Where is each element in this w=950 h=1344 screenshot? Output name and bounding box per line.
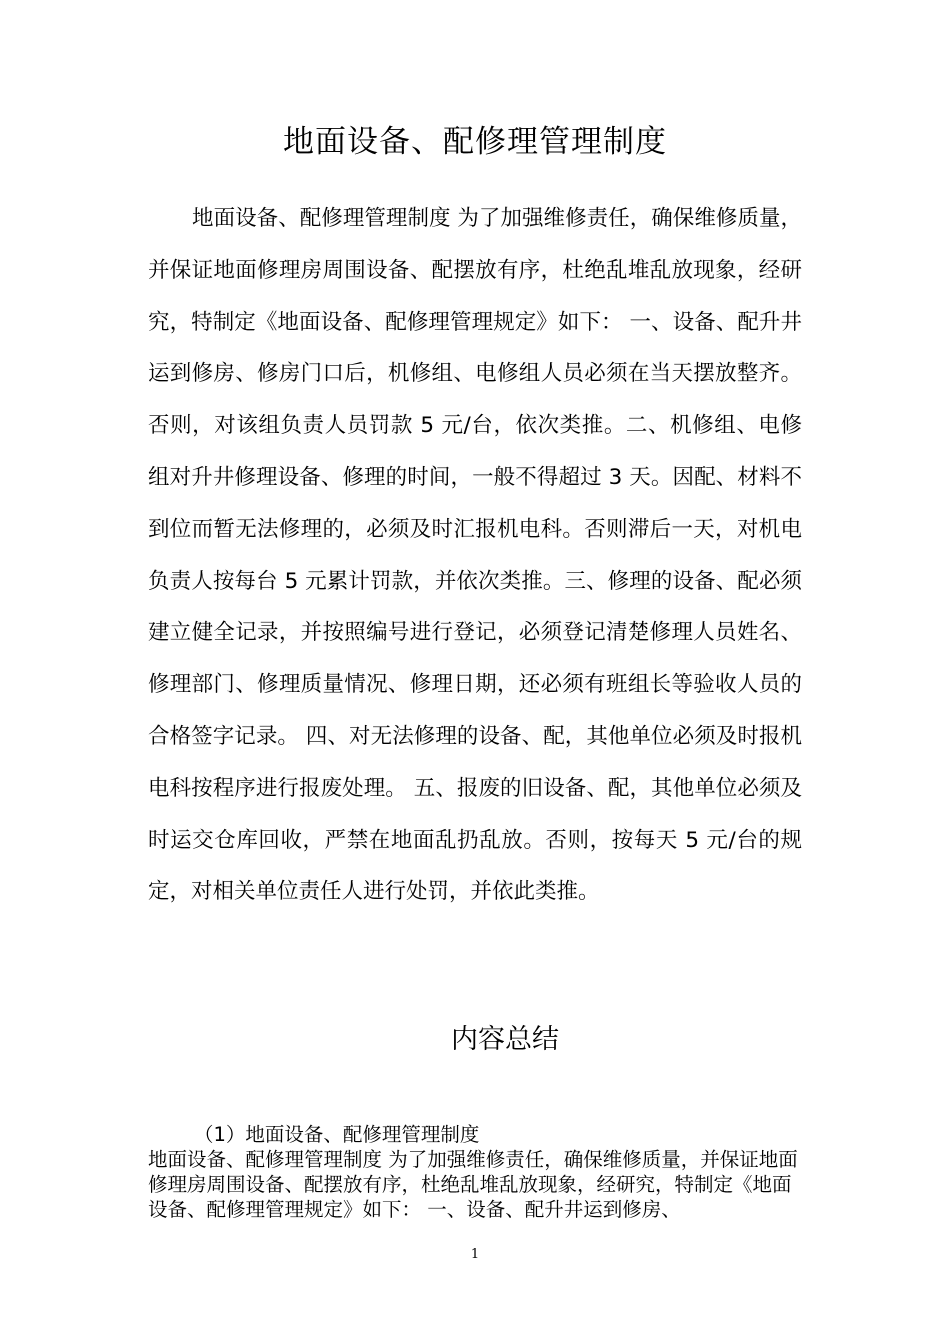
summary-heading: 内容总结 [451, 1024, 559, 1055]
document-title: 地面设备、配修理管理制度 [283, 124, 667, 160]
summary-text: 地面设备、配修理管理制度 为了加强维修责任，确保维修质量，并保证地面修理房周围设备、配摆放有序，杜绝乱堆乱放现象，经研究，特制定《地面设备、配修理管理规定》如下： 一、设备、配升井运到修房、 [148, 1148, 798, 1221]
summary-subtitle: （1）地面设备、配修理管理制度 [194, 1123, 480, 1146]
summary-block [148, 1122, 802, 1222]
page-number: 1 [470, 1247, 480, 1262]
body-paragraph [148, 193, 802, 918]
body-text: 地面设备、配修理管理制度 为了加强维修责任，确保维修质量，并保证地面修理房周围设备、配摆放有序，杜绝乱堆乱放现象，经研究，特制定《地面设备、配修理管理规定》如下： 一、设备、配升井运到修房、修房门口后，机修组、电修组人员必须在当天摆放整齐。否则，对该组负责人员罚款 5 元/台，依次类推。二、机修组、电修组对升井修理设备、修理的时间，一般不得超过 3 天。因配、材料不到位而暂无法修理的，必须及时汇报机电科。否则滞后一天，对机电负责人按每台 5 元累计罚款，并依次类推。三、修理的设备、配必须建立健全记录，并按照编号进行登记，必须登记清楚修理人员姓名、修理部门、修理质量情况、修理日期，还必须有班组长等验收人员的合格签字记录。 四、对无法修理的设备、配，其他单位必须及时报机电科按程序进行报废处理。 五、报废的旧设备、配，其他单位必须及时运交仓库回收，严禁在地面乱扔乱放。否则，按每天 5 元/台的规定，对相关单位责任人进行处罚，并依此类推。 [148, 206, 802, 905]
